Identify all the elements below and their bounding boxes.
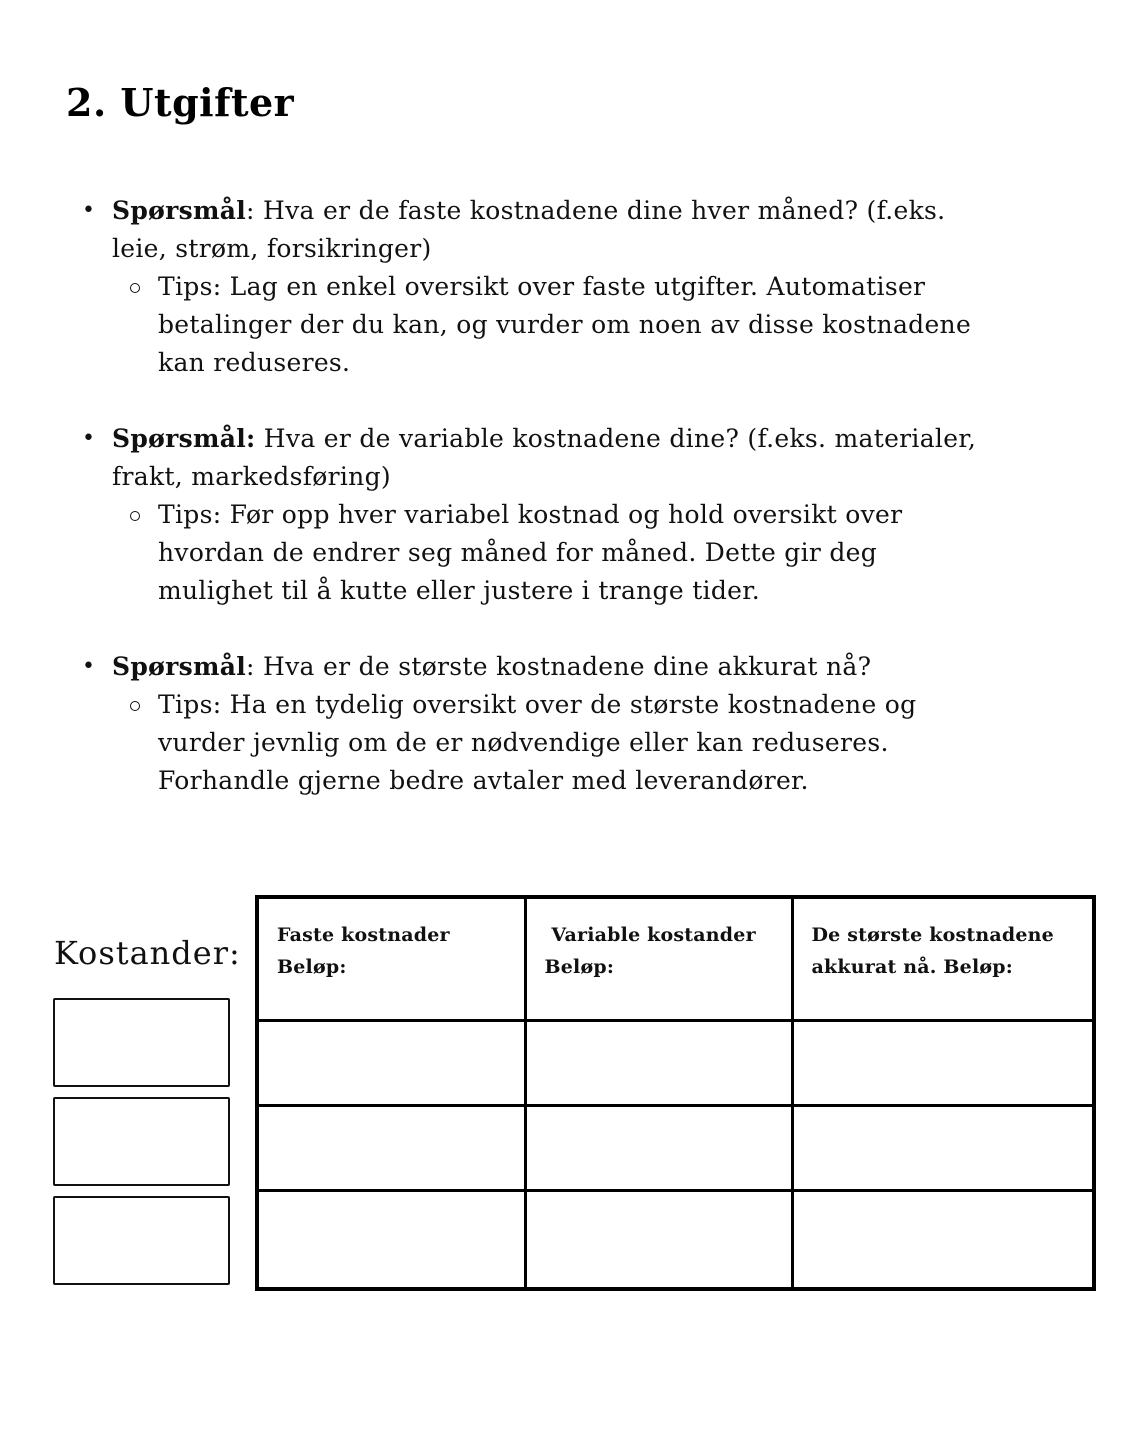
table-row [257,1105,1094,1190]
tip-item [82,496,1072,610]
table-row [257,1190,1094,1289]
question-text: Hva er de største kostnadene dine akkurat nå? [263,652,872,681]
tip-text: kan reduseres. [158,348,351,377]
question-text: Hva er de faste kostnadene dine hver måned? (f.eks. [263,196,946,225]
question-text: Hva er de variable kostnadene dine? (f.eks. materialer, [263,424,977,453]
table-cell[interactable] [792,1105,1094,1190]
bullet-icon: • [82,198,96,223]
question-block [82,420,1072,610]
header-line: Beløp: [544,956,615,978]
costs-table [255,895,1096,1291]
table-cell[interactable] [792,1190,1094,1289]
tip-item [82,268,1072,382]
header-line: akkurat nå. Beløp: [811,956,1013,978]
table-cell[interactable] [525,1190,792,1289]
header-variable-costs [525,897,792,1021]
cost-name-box[interactable] [53,1097,230,1186]
tip-text: Forhandle gjerne bedre avtaler med leverandører. [158,766,809,795]
tip-text: mulighet til å kutte eller justere i trange tider. [158,576,760,605]
question-label: Spørsmål: [112,424,256,453]
costs-label: Kostander: [54,934,241,972]
question-item [82,648,1072,686]
bullet-icon: • [82,426,96,451]
header-fixed-costs [257,897,525,1021]
table-cell[interactable] [525,1021,792,1106]
question-item [82,192,1072,268]
page-title: 2. Utgifter [66,80,295,125]
question-text: frakt, markedsføring) [112,462,391,491]
circle-bullet-icon [130,701,140,711]
tip-text: Tips: Før opp hver variabel kostnad og hold oversikt over [158,500,903,529]
table-cell[interactable] [257,1021,525,1106]
tip-item [82,686,1072,800]
bullet-icon: • [82,654,96,679]
tip-text: Tips: Ha en tydelig oversikt over de største kostnadene og [158,690,917,719]
table-cell[interactable] [257,1190,525,1289]
circle-bullet-icon [130,283,140,293]
header-line: De største kostnadene [811,924,1054,946]
table-cell[interactable] [792,1021,1094,1106]
tip-text: hvordan de endrer seg måned for måned. Dette gir deg [158,538,878,567]
cost-name-box[interactable] [53,998,230,1087]
question-label: Spørsmål [112,652,247,681]
tip-text: vurder jevnlig om de er nødvendige eller kan reduseres. [158,728,889,757]
table-row [257,1021,1094,1106]
header-line: Variable kostander [544,924,756,946]
question-item [82,420,1072,496]
question-block [82,648,1072,800]
tip-text: Tips: Lag en enkel oversikt over faste utgifter. Automatiser [158,272,926,301]
circle-bullet-icon [130,511,140,521]
question-label-separator: : [246,196,255,225]
table-cell[interactable] [257,1105,525,1190]
question-text: leie, strøm, forsikringer) [112,234,432,263]
table-header-row [257,897,1094,1021]
question-label: Spørsmål [112,196,247,225]
header-line: Faste kostnader [277,924,450,946]
table-cell[interactable] [525,1105,792,1190]
tip-text: betalinger der du kan, og vurder om noen av disse kostnadene [158,310,972,339]
question-block [82,192,1072,382]
cost-name-box[interactable] [53,1196,230,1285]
question-label-separator: : [246,652,255,681]
question-list [82,192,1072,838]
header-largest-costs [792,897,1094,1021]
header-line: Beløp: [277,956,347,978]
